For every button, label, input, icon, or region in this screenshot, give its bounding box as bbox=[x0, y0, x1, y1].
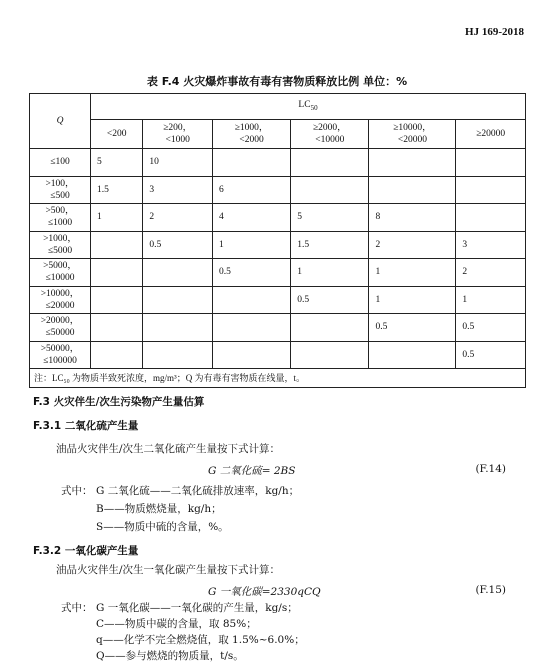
f32-where: 式中： bbox=[61, 602, 93, 614]
value-cell: 1 bbox=[91, 204, 143, 232]
value-cell bbox=[212, 341, 290, 369]
f32-def-qq: Q——参与燃烧的物质量，t/s。 bbox=[96, 650, 244, 662]
value-cell: 0.5 bbox=[369, 314, 456, 342]
value-cell: 1.5 bbox=[291, 231, 369, 259]
value-cell: 3 bbox=[143, 176, 213, 204]
value-cell: 2 bbox=[456, 259, 526, 287]
column-header: ≥20000 bbox=[456, 120, 526, 149]
equation-number-f15: (F.15) bbox=[475, 584, 506, 596]
value-cell: 5 bbox=[291, 204, 369, 232]
document-code: HJ 169-2018 bbox=[465, 26, 524, 38]
value-cell: 0.5 bbox=[456, 314, 526, 342]
table-row bbox=[30, 176, 526, 204]
release-ratio-table bbox=[29, 93, 526, 388]
value-cell: 3 bbox=[456, 231, 526, 259]
value-cell bbox=[456, 176, 526, 204]
value-cell: 2 bbox=[369, 231, 456, 259]
value-cell bbox=[143, 341, 213, 369]
table-row bbox=[30, 286, 526, 314]
q-range-cell: >50000， ≤100000 bbox=[30, 341, 91, 369]
q-header: Q bbox=[30, 94, 91, 149]
value-cell: 0.5 bbox=[456, 341, 526, 369]
value-cell bbox=[91, 231, 143, 259]
table-row bbox=[30, 231, 526, 259]
value-cell bbox=[143, 286, 213, 314]
value-cell: 0.5 bbox=[143, 231, 213, 259]
q-range-cell: ≤100 bbox=[30, 149, 91, 177]
table-row bbox=[30, 204, 526, 232]
value-cell: 1 bbox=[212, 231, 290, 259]
value-cell: 10 bbox=[143, 149, 213, 177]
value-cell: 1 bbox=[291, 259, 369, 287]
value-cell bbox=[369, 341, 456, 369]
f32-def-g: G 一氧化碳——一氧化碳的产生量，kg/s； bbox=[96, 602, 298, 614]
f31-intro: 油品火灾伴生/次生二氧化硫产生量按下式计算： bbox=[56, 443, 281, 455]
column-header: <200 bbox=[91, 120, 143, 149]
table-row bbox=[30, 149, 526, 177]
equation-f15: G 一氧化碳=2330qCQ bbox=[208, 586, 321, 598]
value-cell bbox=[91, 314, 143, 342]
lc50-header: $LC_{50}$ bbox=[91, 94, 526, 120]
f32-def-c: C——物质中碳的含量，取 85%； bbox=[96, 618, 257, 630]
f31-def-b: B——物质燃烧量，kg/h； bbox=[96, 503, 222, 515]
table-note: 注：LC₅₀ 为物质半致死浓度，mg/m³；Q 为有毒有害物质在线量，t。 bbox=[30, 369, 526, 388]
value-cell bbox=[456, 204, 526, 232]
value-cell bbox=[456, 149, 526, 177]
value-cell: 0.5 bbox=[212, 259, 290, 287]
value-cell bbox=[291, 341, 369, 369]
f32-intro: 油品火灾伴生/次生一氧化碳产生量按下式计算： bbox=[56, 564, 281, 576]
f31-def-g: G 二氧化硫——二氧化硫排放速率，kg/h； bbox=[96, 485, 300, 497]
table-caption: 表 F.4 火灾爆炸事故有毒有害物质释放比例 单位：% bbox=[146, 75, 408, 88]
value-cell: 4 bbox=[212, 204, 290, 232]
value-cell bbox=[291, 314, 369, 342]
value-cell: 1.5 bbox=[91, 176, 143, 204]
value-cell bbox=[212, 314, 290, 342]
table-row bbox=[30, 341, 526, 369]
value-cell: 8 bbox=[369, 204, 456, 232]
value-cell bbox=[291, 149, 369, 177]
value-cell bbox=[369, 176, 456, 204]
table-row bbox=[30, 314, 526, 342]
q-range-cell: >10000， ≤20000 bbox=[30, 286, 91, 314]
value-cell: 2 bbox=[143, 204, 213, 232]
column-header: ≥2000， <10000 bbox=[291, 120, 369, 149]
section-f3-title: F.3 火灾伴生/次生污染物产生量估算 bbox=[33, 396, 205, 408]
f32-def-q: q——化学不完全燃烧值，取 1.5%~6.0%； bbox=[96, 634, 305, 646]
value-cell bbox=[369, 149, 456, 177]
value-cell bbox=[91, 259, 143, 287]
value-cell bbox=[212, 149, 290, 177]
value-cell: 1 bbox=[369, 259, 456, 287]
section-f32-title: F.3.2 一氧化碳产生量 bbox=[33, 545, 139, 557]
value-cell bbox=[143, 314, 213, 342]
equation-f14: G 二氧化硫= 2BS bbox=[208, 465, 296, 477]
value-cell bbox=[91, 286, 143, 314]
equation-number-f14: (F.14) bbox=[475, 463, 506, 475]
value-cell bbox=[143, 259, 213, 287]
value-cell: 1 bbox=[369, 286, 456, 314]
value-cell: 5 bbox=[91, 149, 143, 177]
f31-def-s: S——物质中硫的含量，%。 bbox=[96, 521, 229, 533]
value-cell: 1 bbox=[456, 286, 526, 314]
value-cell bbox=[291, 176, 369, 204]
q-range-cell: >1000， ≤5000 bbox=[30, 231, 91, 259]
value-cell: 0.5 bbox=[291, 286, 369, 314]
q-range-cell: >20000， ≤50000 bbox=[30, 314, 91, 342]
section-f31-title: F.3.1 二氧化硫产生量 bbox=[33, 420, 139, 432]
value-cell bbox=[91, 341, 143, 369]
q-range-cell: >100， ≤500 bbox=[30, 176, 91, 204]
f31-where: 式中： bbox=[61, 485, 93, 497]
value-cell: 6 bbox=[212, 176, 290, 204]
value-cell bbox=[212, 286, 290, 314]
table-row bbox=[30, 259, 526, 287]
column-header: ≥200， <1000 bbox=[143, 120, 213, 149]
column-header: ≥1000， <2000 bbox=[212, 120, 290, 149]
q-range-cell: >500， ≤1000 bbox=[30, 204, 91, 232]
q-range-cell: >5000， ≤10000 bbox=[30, 259, 91, 287]
column-header: ≥10000， <20000 bbox=[369, 120, 456, 149]
